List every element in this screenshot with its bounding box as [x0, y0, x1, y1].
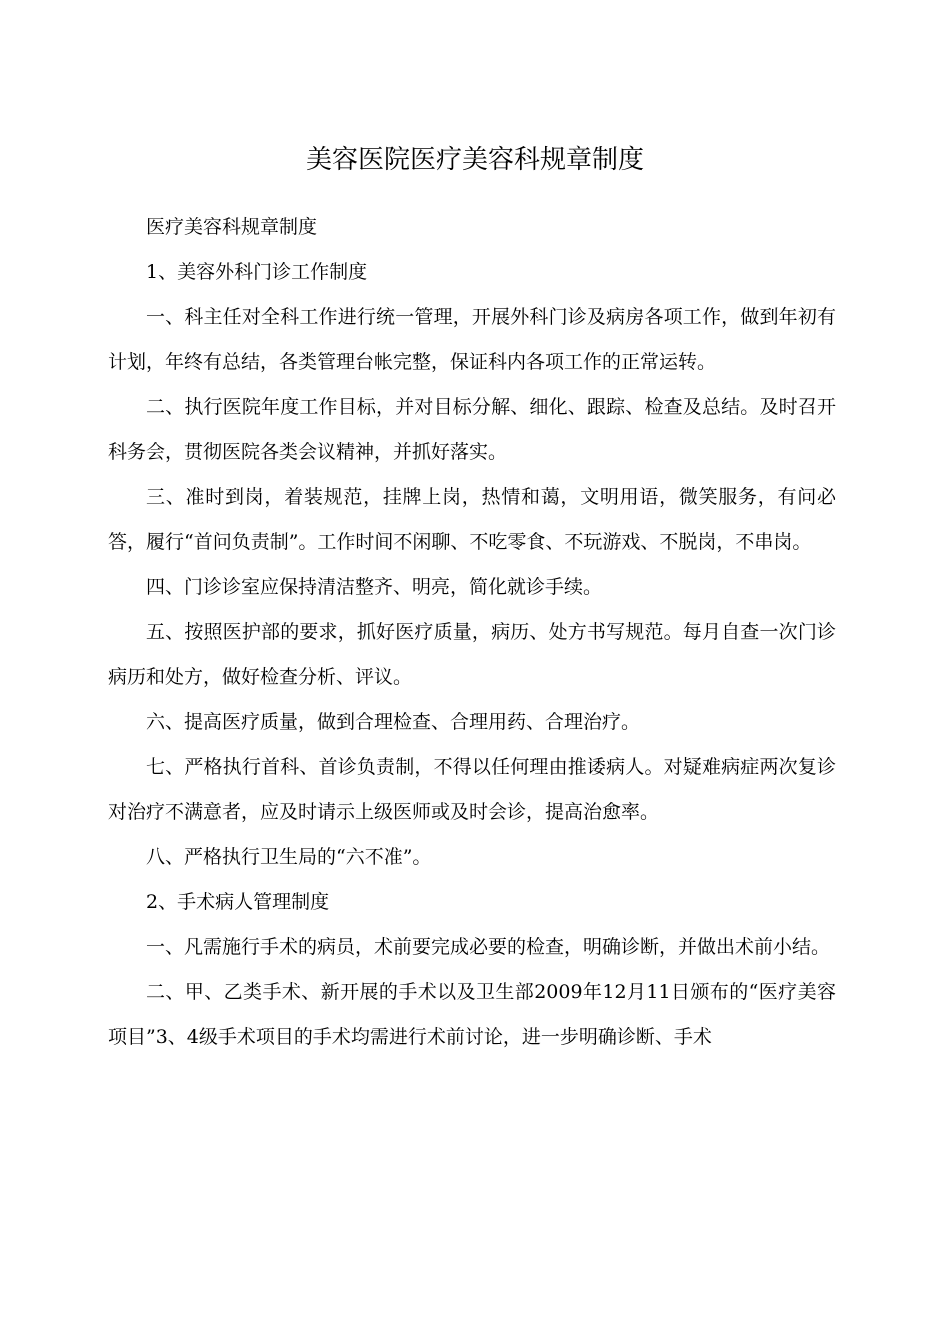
paragraph-subtitle: 医疗美容科规章制度 — [146, 216, 318, 238]
document-title: 美容医院医疗美容科规章制度 — [305, 145, 644, 175]
section-heading-surgery: 2、手术病人管理制度 — [146, 891, 330, 913]
paragraph: 一、凡需施行手术的病员，术前要完成必要的检查，明确诊断，并做出术前小结。 — [146, 936, 831, 958]
paragraph: 三、准时到岗，着装规范，挂牌上岗，热情和蔼，文明用语，微笑服务，有问必答，履行“首问负责制”。工作时间不闲聊、不吃零食、不玩游戏、不脱岗，不串岗。 — [108, 486, 836, 553]
paragraph: 二、执行医院年度工作目标，并对目标分解、细化、跟踪、检查及总结。及时召开科务会，贯彻医院各类会议精神，并抓好落实。 — [108, 396, 836, 463]
paragraph: 四、门诊诊室应保持清洁整齐、明亮，简化就诊手续。 — [146, 576, 603, 598]
paragraph: 五、按照医护部的要求，抓好医疗质量，病历、处方书写规范。每月自查一次门诊病历和处方，做好检查分析、评议。 — [108, 621, 836, 688]
paragraph: 八、严格执行卫生局的“六不准”。 — [146, 846, 432, 868]
paragraph: 六、提高医疗质量，做到合理检查、合理用药、合理治疗。 — [146, 711, 641, 733]
paragraph: 一、科主任对全科工作进行统一管理，开展外科门诊及病房各项工作，做到年初有计划，年终有总结，各类管理台帐完整，保证科内各项工作的正常运转。 — [108, 306, 836, 373]
document-body — [108, 205, 836, 1060]
paragraph: 七、严格执行首科、首诊负责制，不得以任何理由推诿病人。对疑难病症两次复诊对治疗不满意者，应及时请示上级医师或及时会诊，提高治愈率。 — [108, 756, 836, 823]
paragraph: 二、甲、乙类手术、新开展的手术以及卫生部2009年12月11日颁布的“医疗美容项目”3、4级手术项目的手术均需进行术前讨论，进一步明确诊断、手术 — [108, 981, 836, 1048]
section-heading-outpatient: 1、美容外科门诊工作制度 — [146, 261, 368, 283]
